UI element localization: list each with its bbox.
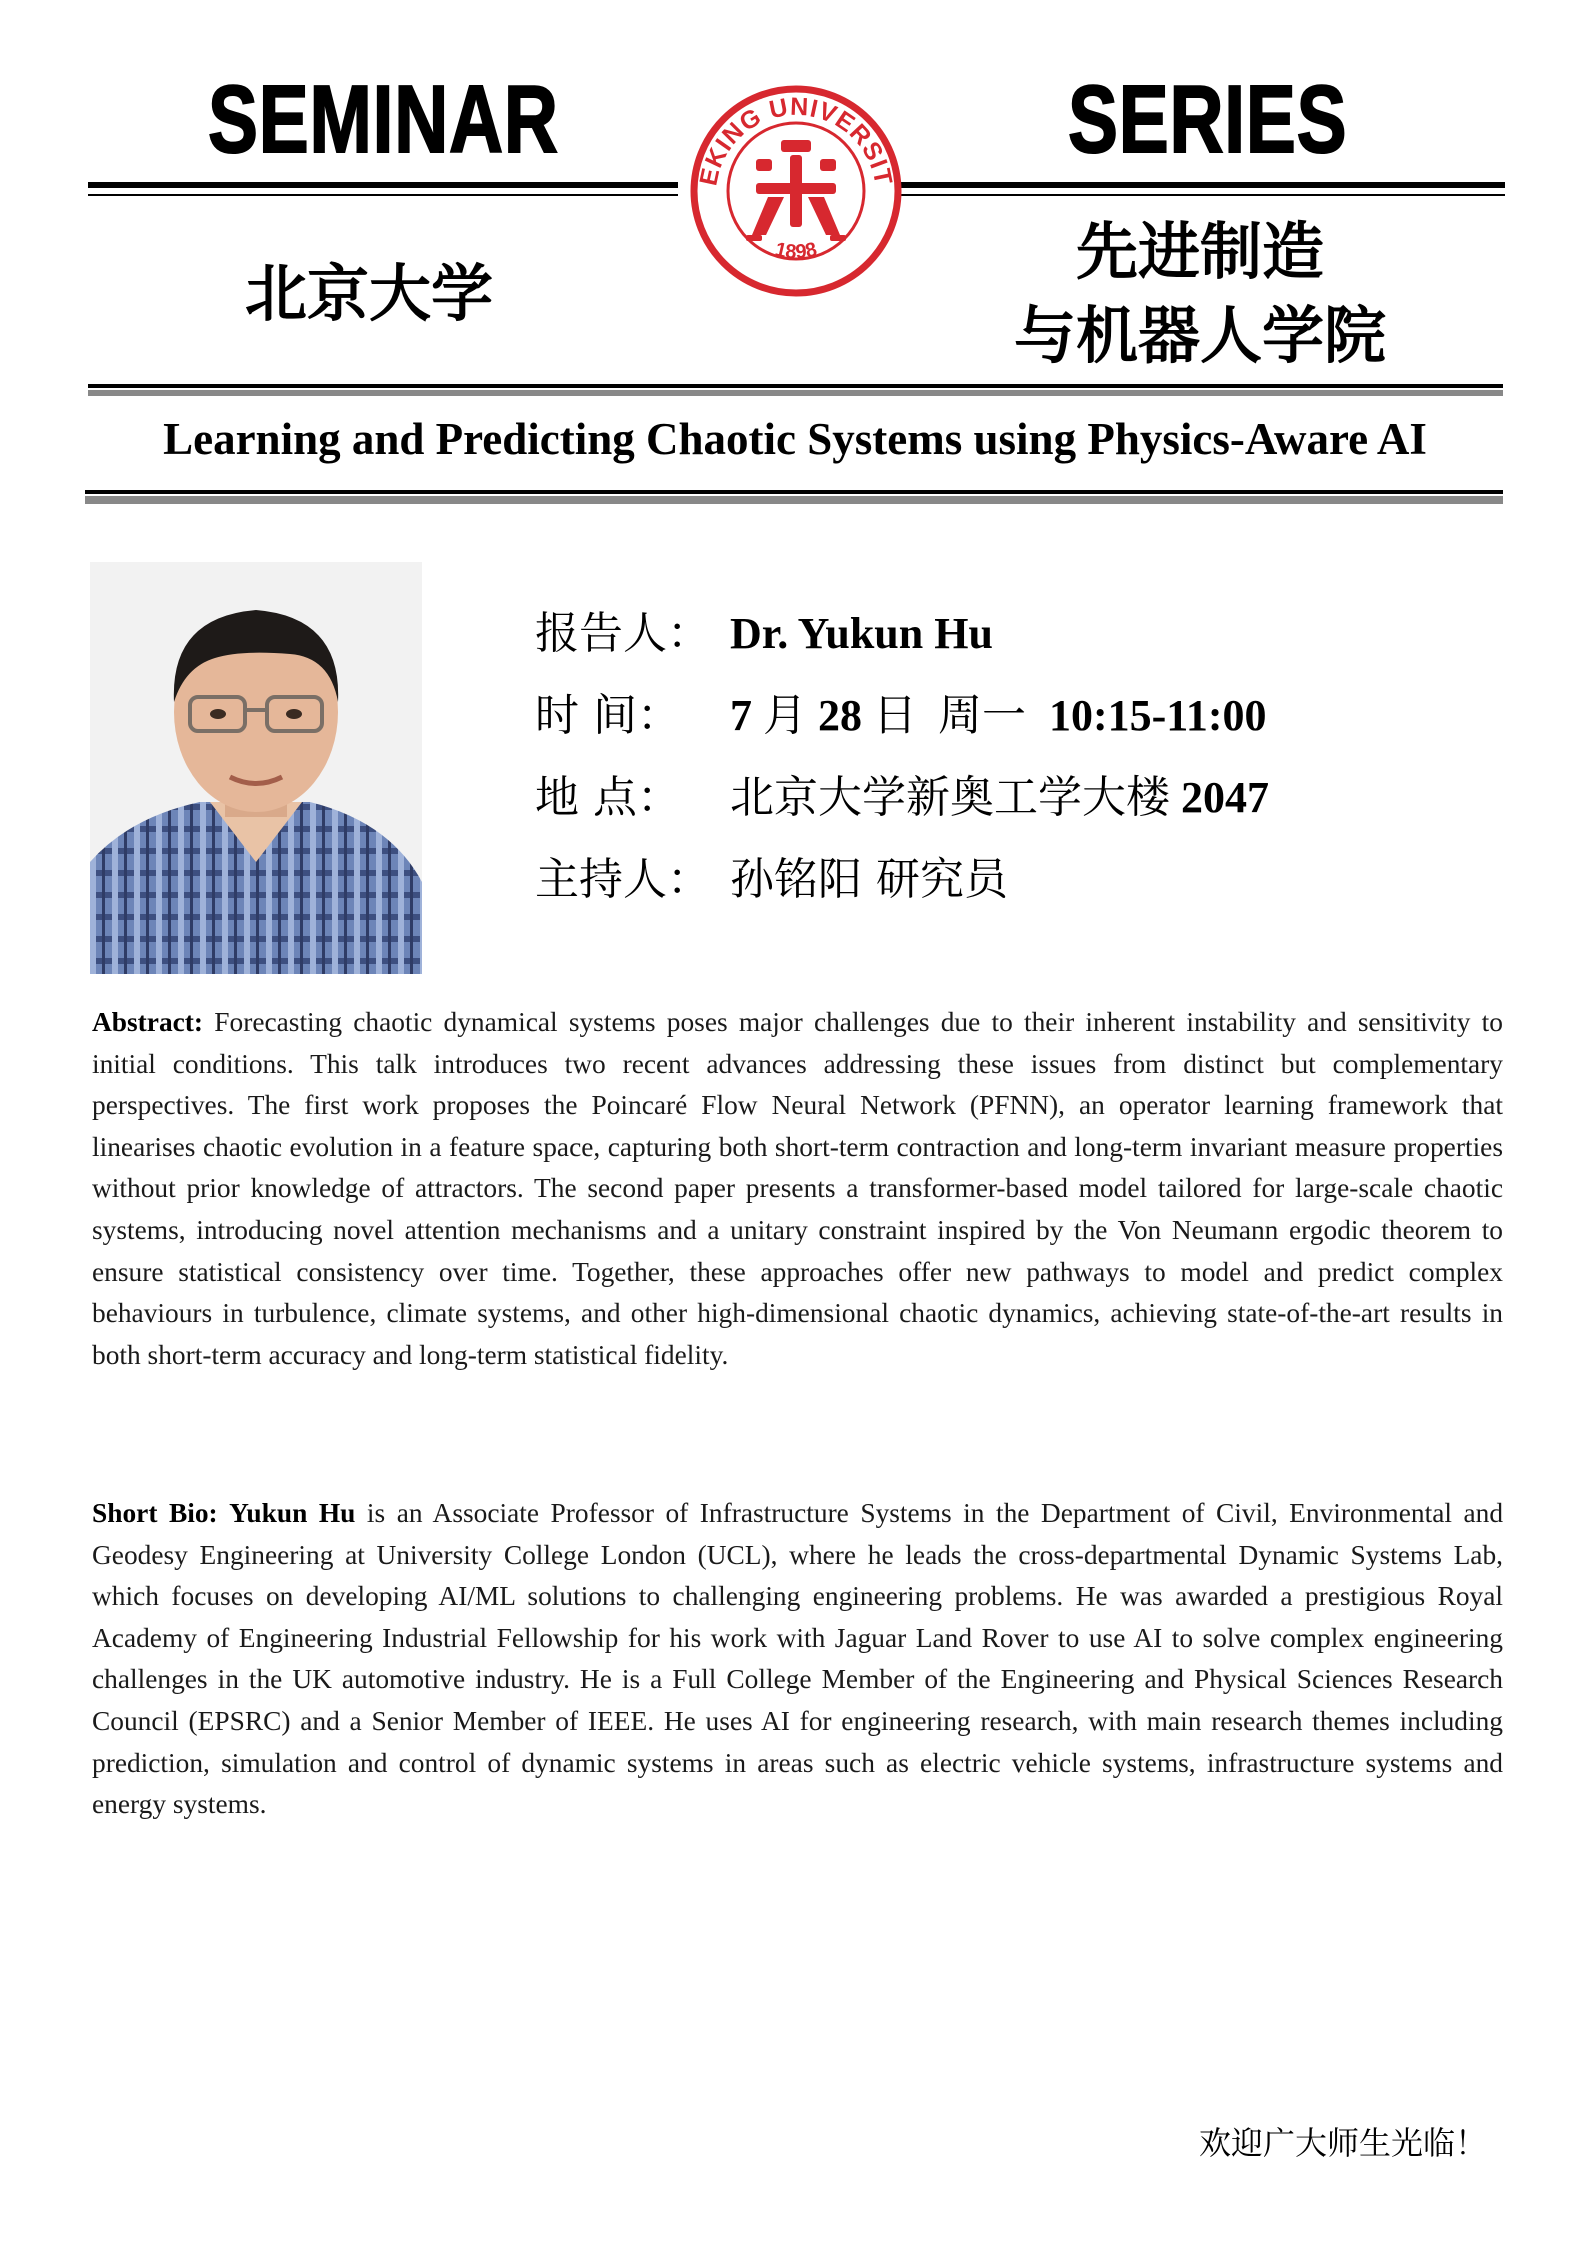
- talk-title: Learning and Predicting Chaotic Systems using Physics-Aware AI: [163, 414, 1427, 464]
- header-rule-right-bottom: [900, 194, 1505, 196]
- header-rule-left-bottom: [88, 194, 678, 196]
- bio-name: Yukun Hu: [229, 1498, 356, 1528]
- bio-text: is an Associate Professor of Infrastructure Systems in the Department of Civil, Environmental and Geodesy Engineering at University College London (UCL), where he leads the cross-departmental Dynamic Systems Lab, which focuses on developing AI/ML solutions to challenging engineering problems. He was awarded a prestigious Royal Academy of Engineering Industrial Fellowship for his work with Jaguar Land Rover to use AI to solve complex engineering challenges in the UK automotive industry. He is a Full College Member of the Engineering and Physical Sciences Research Council (EPSRC) and a Senior Member of IEEE. He uses AI for engineering research, with main research themes including prediction, simulation and control of dynamic systems in areas such as electric vehicle systems, infrastructure systems and energy systems.: [92, 1498, 1504, 1820]
- logo-arc-text: EKING UNIVERSIT: [694, 92, 898, 189]
- speaker-value: Dr. Yukun Hu: [730, 609, 993, 658]
- host-row: [535, 854, 1008, 905]
- header-seminar-word: SEMINAR: [208, 66, 559, 173]
- header-series-word: SERIES: [1068, 66, 1348, 173]
- peking-university-seal-icon: [690, 85, 902, 297]
- title-rule-top-shadow: [88, 390, 1503, 396]
- host-value: 孙铭阳 研究员: [730, 854, 1008, 905]
- time-weekday: 周一: [938, 690, 1026, 741]
- peking-university-logo: [690, 85, 902, 297]
- abstract-label: Abstract:: [92, 1007, 204, 1037]
- host-label: 主持人：: [535, 854, 711, 905]
- place-value: 北京大学新奥工学大楼: [730, 772, 1170, 823]
- abstract-text: Forecasting chaotic dynamical systems poses major challenges due to their inherent instability and sensitivity to initial conditions. This talk introduces two recent advances addressing these issues from distinct but complementary perspectives. The first work proposes the Poincaré Flow Neural Network (PFNN), an operator learning framework that linearises chaotic evolution in a feature space, capturing both short-term contraction and long-term invariant measure properties without prior knowledge of attractors. The second paper presents a transformer-based model tailored for large-scale chaotic systems, introducing novel attention mechanisms and a unitary constraint inspired by the Von Neumann ergodic theorem to ensure statistical consistency over time. Together, these approaches offer new pathways to model and predict complex behaviours in turbulence, climate systems, and other high-dimensional chaotic dynamics, achieving state-of-the-art results in both short-term accuracy and long-term statistical fidelity.: [92, 1007, 1503, 1370]
- bio-paragraph: [92, 1493, 1503, 1826]
- time-day-char: 日: [873, 690, 917, 741]
- title-rule-top: [88, 384, 1503, 388]
- time-row: [535, 690, 1267, 741]
- header-rule-left-top: [88, 182, 678, 188]
- time-range: 10:15-11:00: [1049, 691, 1267, 740]
- welcome-text: 欢迎广大师生光临！: [1198, 2124, 1487, 2162]
- header-rule-right-top: [900, 182, 1505, 188]
- title-rule-bottom: [85, 490, 1503, 494]
- speaker-row: [535, 608, 993, 659]
- logo-year: 1898: [772, 238, 820, 264]
- school-name-line2: 与机器人学院: [1013, 298, 1386, 372]
- bio-label: Short Bio:: [92, 1498, 218, 1528]
- speaker-portrait-icon: [90, 562, 422, 974]
- time-label: 时 间：: [535, 690, 681, 741]
- time-month-char: 月: [763, 690, 807, 741]
- place-room: 2047: [1181, 773, 1269, 822]
- abstract-paragraph: [92, 1002, 1503, 1376]
- title-rule-bottom-shadow: [85, 496, 1503, 504]
- place-row: [535, 772, 1269, 823]
- time-month: 7: [730, 691, 752, 740]
- school-name-line1: 先进制造: [1075, 215, 1324, 288]
- speaker-photo: [90, 562, 422, 974]
- university-name: 北京大学: [245, 257, 494, 330]
- speaker-label: 报告人：: [535, 608, 711, 659]
- time-day: 28: [818, 691, 862, 740]
- school-name: [990, 210, 1410, 377]
- place-label: 地 点：: [535, 772, 681, 823]
